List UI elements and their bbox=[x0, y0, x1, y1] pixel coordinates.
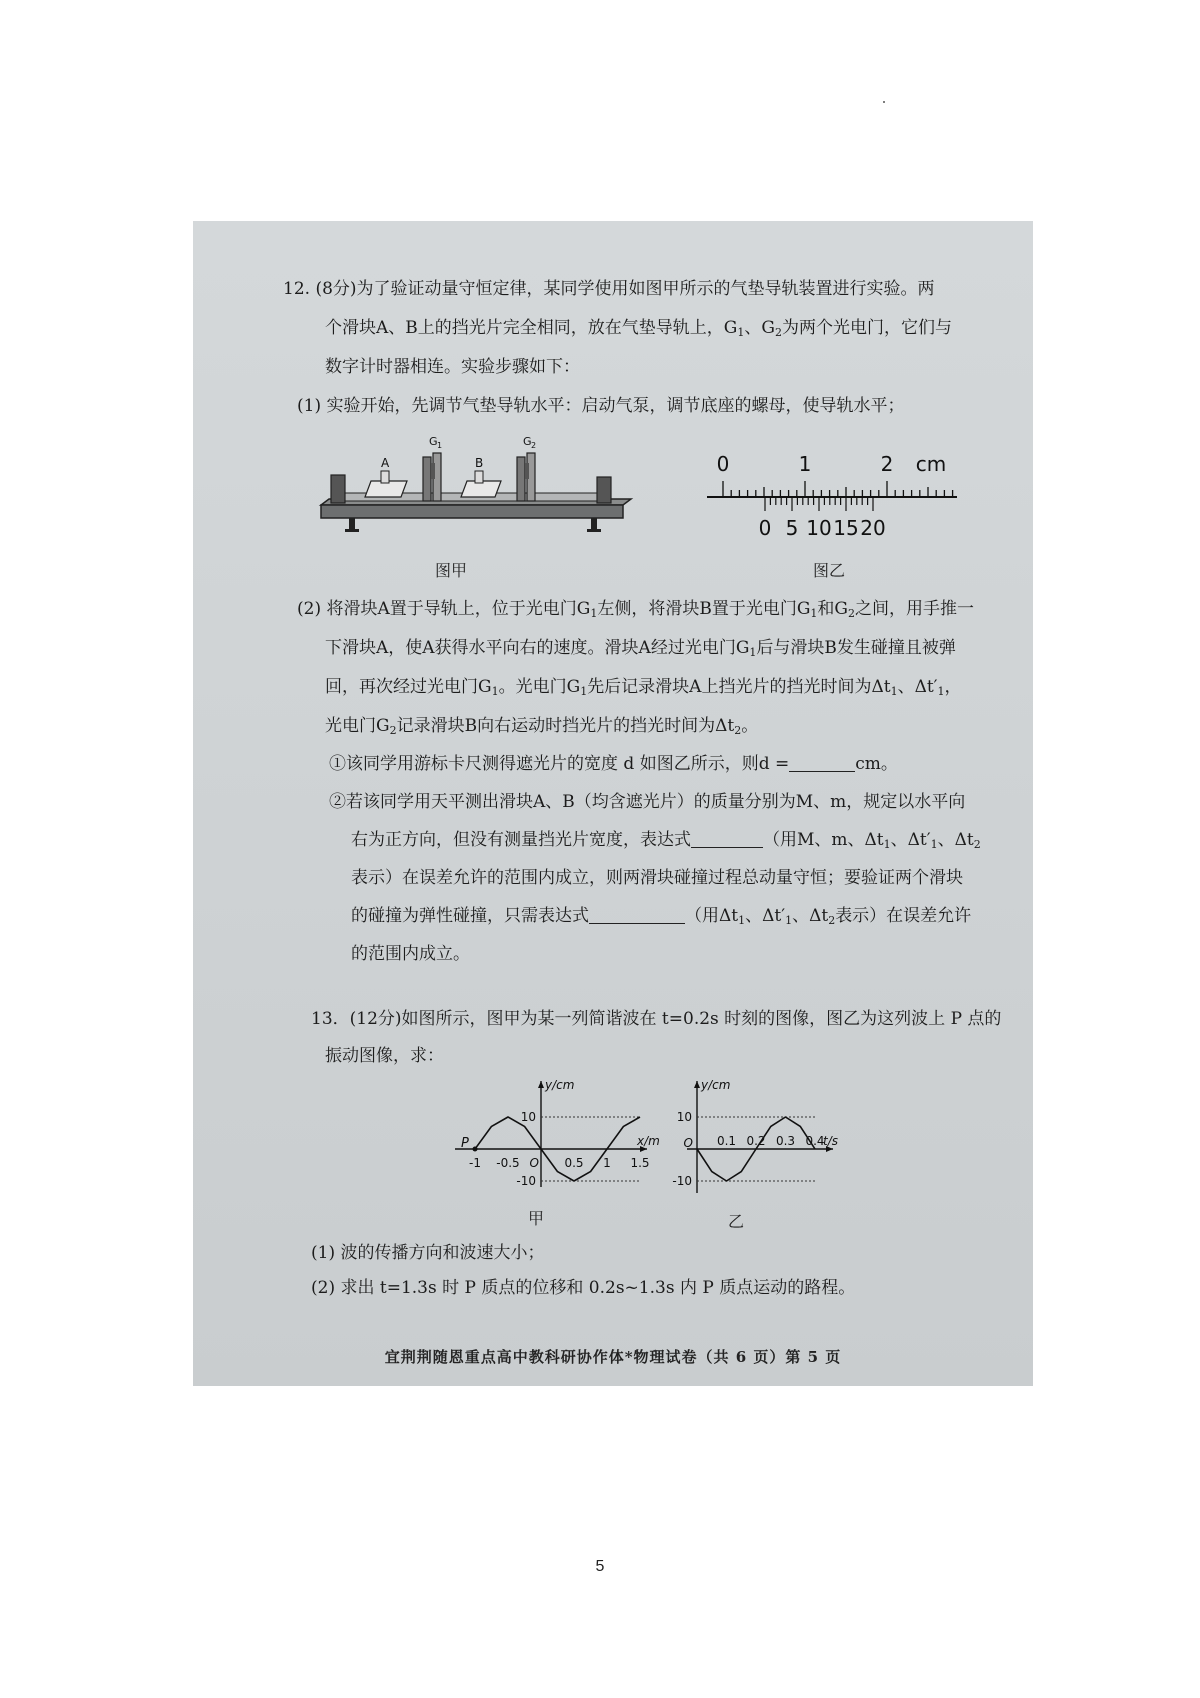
main-scale-unit: cm bbox=[915, 452, 947, 476]
vibration-graph-yi bbox=[661, 1075, 841, 1201]
q12-step-2-line-1: (2) 将滑块A置于导轨上，位于光电门$G_1$左侧，将滑块B置于光电门$G_1$和$G_2$之间，用手推一 bbox=[297, 599, 975, 620]
q12-line-1: 12. (8分)为了验证动量守恒定律，某同学使用如图甲所示的气垫导轨装置进行实验。两 bbox=[283, 279, 935, 299]
page-number: 5 bbox=[595, 1558, 605, 1575]
q13-line-1: 13．(12分)如图所示，图甲为某一列简谐波在 t=0.2s 时刻的图像，图乙为这列波上 P 点的 bbox=[311, 1009, 1002, 1029]
q12-sub-1: ①该同学用游标卡尺测得遮光片的宽度 d 如图乙所示，则d = cm。 bbox=[329, 754, 898, 774]
vernier-scale-label: 20 bbox=[860, 516, 886, 540]
q12-step-2-line-3: 回，再次经过光电门$G_1$。光电门$G_1$先后记录滑块A上挡光片的挡光时间为$\Delta t_1$、$\Delta t'_1$， bbox=[325, 677, 962, 698]
vernier-scale-label: 15 bbox=[833, 516, 859, 540]
exam-footer: 宜荆荆随恩重点高中教科研协作体*物理试卷（共 6 页）第 5 页 bbox=[384, 1348, 842, 1366]
caption-graph-yi: 乙 bbox=[728, 1212, 745, 1231]
speck bbox=[883, 101, 885, 103]
x-tick-label: 0.4 bbox=[805, 1134, 825, 1148]
q13-line-2: 振动图像，求： bbox=[325, 1046, 444, 1066]
x-tick-label: 0.1 bbox=[716, 1134, 737, 1148]
air-track-figure bbox=[311, 433, 633, 553]
y-axis-label: y/cm bbox=[545, 1078, 575, 1092]
answer-blank-momentum[interactable] bbox=[691, 829, 763, 848]
caption-graph-jia: 甲 bbox=[528, 1209, 545, 1228]
label-slider-b: B bbox=[475, 456, 484, 470]
q12-step-2-line-2: 下滑块A，使A获得水平向右的速度。滑块A经过光电门$G_1$后与滑块B发生碰撞且被弹 bbox=[325, 638, 956, 659]
label-gate-1: G bbox=[429, 435, 438, 448]
caption-fig-jia: 图甲 bbox=[435, 561, 468, 580]
vernier-caliper-figure bbox=[703, 449, 973, 549]
q13-part-1: (1) 波的传播方向和波速大小； bbox=[311, 1243, 545, 1263]
q12-sub-2-line-3: 表示）在误差允许的范围内成立，则两滑块碰撞过程总动量守恒；要验证两个滑块 bbox=[351, 868, 963, 888]
exam-photo bbox=[193, 221, 1033, 1386]
main-scale-label: 0 bbox=[716, 452, 730, 476]
answer-blank-d[interactable] bbox=[789, 753, 855, 772]
main-scale-label: 1 bbox=[798, 452, 812, 476]
caption-fig-yi: 图乙 bbox=[813, 561, 846, 580]
origin-label: O bbox=[683, 1136, 693, 1150]
x-tick-label: 1.5 bbox=[630, 1156, 650, 1170]
x-tick-label: 1 bbox=[603, 1156, 611, 1170]
vernier-scale-label: 5 bbox=[785, 516, 799, 540]
q12-sub-2-line-5: 的范围内成立。 bbox=[351, 944, 470, 964]
q12-sub-2-line-1: ②若该同学用天平测出滑块A、B（均含遮光片）的质量分别为M、m，规定以水平向 bbox=[329, 792, 966, 812]
q12-step-2-line-4: 光电门$G_2$记录滑块B向右运动时挡光片的挡光时间为$\Delta t_2$。 bbox=[325, 716, 759, 737]
main-scale-label: 2 bbox=[880, 452, 894, 476]
q12-step-1: (1) 实验开始，先调节气垫导轨水平：启动气泵，调节底座的螺母，使导轨水平； bbox=[297, 396, 905, 416]
wave-graph-jia bbox=[433, 1075, 660, 1201]
svg-text:1: 1 bbox=[437, 441, 443, 450]
q12-line-3: 数字计时器相连。实验步骤如下： bbox=[325, 357, 580, 377]
point-p-label: P bbox=[461, 1136, 469, 1151]
x-tick-label: -0.5 bbox=[496, 1156, 520, 1170]
q12-line-2: 个滑块A、B上的挡光片完全相同，放在气垫导轨上，$G_1$、$G_2$为两个光电门，它们与 bbox=[325, 318, 952, 339]
y-tick-label: -10 bbox=[516, 1174, 536, 1188]
y-tick-label: -10 bbox=[672, 1174, 692, 1188]
y-axis-arrow bbox=[538, 1081, 544, 1088]
vernier-scale-label: 0 bbox=[758, 516, 772, 540]
y-tick-label: 10 bbox=[676, 1110, 692, 1124]
label-slider-a: A bbox=[381, 456, 390, 470]
x-tick-label: 0.5 bbox=[564, 1156, 584, 1170]
vernier-scale-label: 10 bbox=[806, 516, 832, 540]
svg-text:2: 2 bbox=[531, 441, 537, 450]
x-tick-label: 0.3 bbox=[775, 1134, 796, 1148]
x-tick-label: 0.2 bbox=[746, 1134, 766, 1148]
x-axis-label: t/s bbox=[823, 1134, 838, 1148]
y-axis-label: y/cm bbox=[701, 1078, 731, 1092]
x-axis-label: x/m bbox=[637, 1134, 660, 1148]
q12-sub-2-line-4: 的碰撞为弹性碰撞，只需表达式 （用$\Delta t_1$、$\Delta t'_1$、$\Delta t_2$表示）在误差允许 bbox=[351, 906, 972, 927]
label-gate-2: G bbox=[523, 435, 532, 448]
y-axis-arrow bbox=[694, 1081, 700, 1088]
x-tick-label: -1 bbox=[469, 1156, 481, 1170]
point-p bbox=[473, 1147, 478, 1152]
y-tick-label: 10 bbox=[520, 1110, 536, 1124]
answer-blank-elastic[interactable] bbox=[589, 905, 685, 924]
origin-label: O bbox=[529, 1156, 539, 1170]
q12-sub-2-line-2: 右为正方向，但没有测量挡光片宽度，表达式 （用M、m、$\Delta t_1$、$\Delta t'_1$、$\Delta t_2$ bbox=[351, 830, 981, 851]
q13-part-2: (2) 求出 t=1.3s 时 P 质点的位移和 0.2s~1.3s 内 P 质点运动的路程。 bbox=[311, 1278, 856, 1298]
